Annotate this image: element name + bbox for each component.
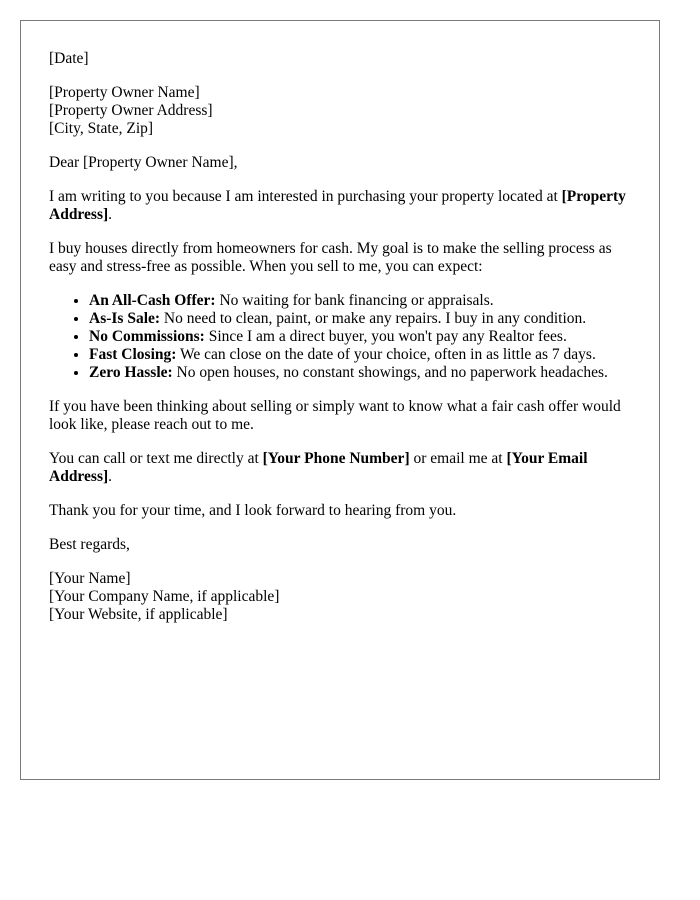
contact-paragraph bbox=[49, 450, 631, 486]
signature-company: [Your Company Name, if applicable] bbox=[49, 588, 280, 605]
contact-pre: You can call or text me directly at bbox=[49, 450, 263, 467]
intro-text: I am writing to you because I am interested in purchasing your property located at bbox=[49, 188, 562, 205]
signature-website: [Your Website, if applicable] bbox=[49, 606, 228, 623]
benefit-text: No waiting for bank financing or appraisals. bbox=[215, 292, 494, 309]
contact-mid: or email me at bbox=[409, 450, 507, 467]
benefit-text: No need to clean, paint, or make any repairs. I buy in any condition. bbox=[160, 310, 587, 327]
benefit-title: Fast Closing: bbox=[89, 346, 177, 363]
benefit-text: No open houses, no constant showings, and no paperwork headaches. bbox=[172, 364, 608, 381]
letter-date: [Date] bbox=[49, 50, 89, 67]
benefit-title: No Commissions: bbox=[89, 328, 205, 345]
recipient-city: [City, State, Zip] bbox=[49, 120, 154, 137]
list-item bbox=[89, 310, 631, 328]
salutation: Dear [Property Owner Name], bbox=[49, 154, 238, 171]
phone-number: [Your Phone Number] bbox=[262, 450, 410, 467]
benefit-text: Since I am a direct buyer, you won't pay any Realtor fees. bbox=[204, 328, 567, 345]
benefit-title: Zero Hassle: bbox=[89, 364, 173, 381]
thanks-paragraph: Thank you for your time, and I look forward to hearing from you. bbox=[49, 502, 457, 519]
recipient-block bbox=[49, 84, 631, 138]
intro-end: . bbox=[108, 206, 113, 223]
list-item bbox=[89, 328, 631, 346]
signature-name: [Your Name] bbox=[49, 570, 131, 587]
benefit-text: We can close on the date of your choice, often in as little as 7 days. bbox=[176, 346, 596, 363]
signature-block bbox=[49, 570, 631, 624]
intro-paragraph bbox=[49, 188, 631, 224]
list-item bbox=[89, 346, 631, 364]
benefit-title: As-Is Sale: bbox=[89, 310, 161, 327]
letter-page bbox=[20, 20, 660, 780]
benefits-list bbox=[49, 292, 631, 382]
pitch-paragraph: I buy houses directly from homeowners for cash. My goal is to make the selling process as easy and stress-free as possible. When you sell to me, you can expect: bbox=[49, 240, 612, 275]
list-item bbox=[89, 364, 631, 382]
recipient-address: [Property Owner Address] bbox=[49, 102, 213, 119]
list-item bbox=[89, 292, 631, 310]
benefit-title: An All-Cash Offer: bbox=[89, 292, 216, 309]
recipient-name: [Property Owner Name] bbox=[49, 84, 200, 101]
followup-paragraph: If you have been thinking about selling or simply want to know what a fair cash offer would look like, please reach out to me. bbox=[49, 398, 621, 433]
closing: Best regards, bbox=[49, 536, 130, 553]
contact-end: . bbox=[108, 468, 113, 485]
property-address: [Property Address] bbox=[49, 188, 626, 223]
email-address: [Your Email Address] bbox=[49, 450, 588, 485]
